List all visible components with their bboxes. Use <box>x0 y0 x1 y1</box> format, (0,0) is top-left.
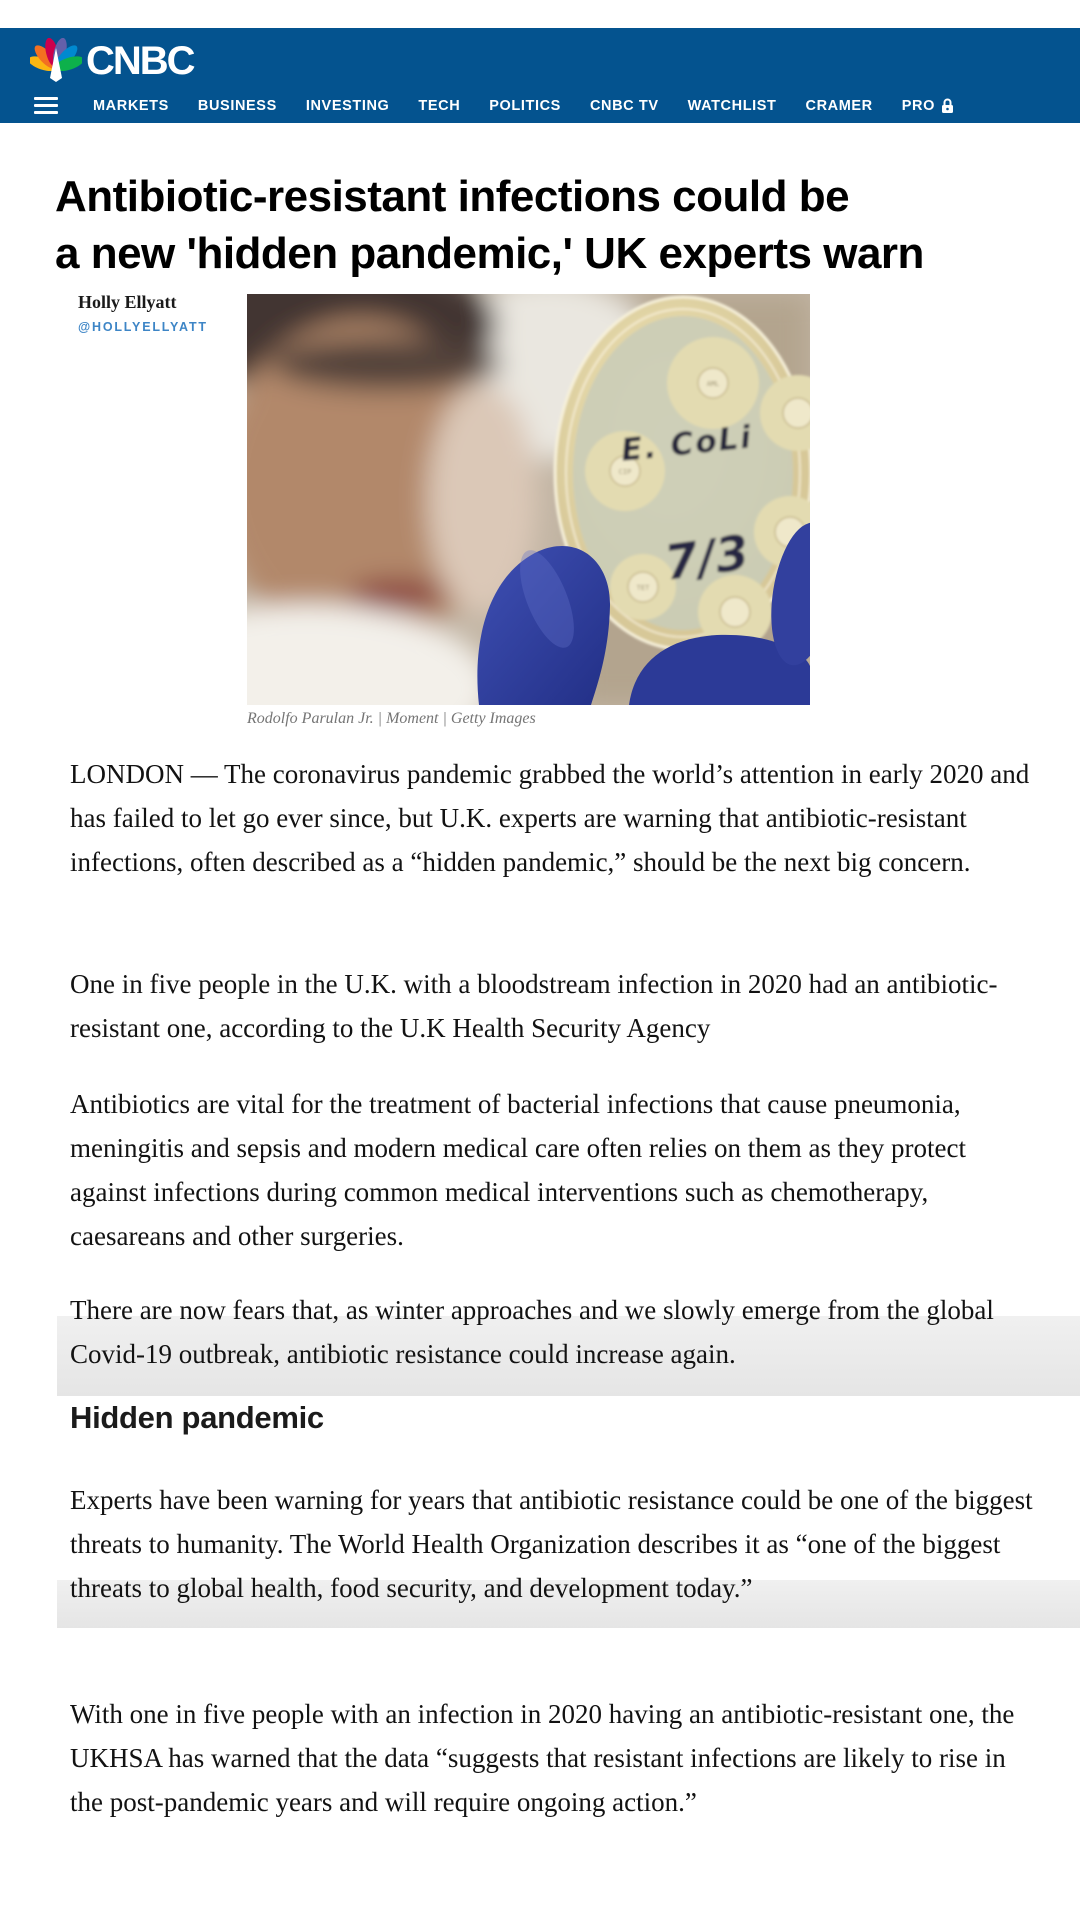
image-credit: Rodolfo Parulan Jr. | Moment | Getty Images <box>247 710 536 727</box>
headline-line-1: Antibiotic-resistant infections could be <box>55 172 850 221</box>
nav-item-pro[interactable] <box>902 98 954 114</box>
svg-text:AML: AML <box>706 380 720 388</box>
nav-item-cnbc-tv[interactable]: CNBC TV <box>589 97 659 114</box>
dish-label-ecoli: E. CoLi <box>619 419 755 469</box>
nav-item-tech[interactable]: TECH <box>418 97 461 114</box>
article-paragraph: One in five people in the U.K. with a bloodstream infection in 2020 had an antibiotic-resistant one, according to the U.K Health Security Agency <box>70 969 998 1043</box>
author-name[interactable]: Holly Ellyatt <box>78 292 177 312</box>
article-paragraph: LONDON — The coronavirus pandemic grabbed the world’s attention in early 2020 and has failed to let go ever since, but U.K. experts are warning that antibiotic-resistant infections, often described as a “hidden pandemic,” should be the next big concern. <box>70 759 1030 877</box>
main-nav <box>34 97 954 114</box>
nav-item-watchlist[interactable]: WATCHLIST <box>687 97 777 114</box>
petri-dish-photo <box>247 294 810 705</box>
lock-icon <box>941 98 954 114</box>
headline-line-2: a new 'hidden pandemic,' UK experts warn <box>55 229 924 278</box>
cnbc-wordmark: CNBC <box>86 39 194 83</box>
nav-item-business[interactable]: BUSINESS <box>197 97 277 114</box>
article-headline <box>55 168 1055 282</box>
hamburger-menu-icon[interactable] <box>34 97 58 114</box>
svg-text:TET: TET <box>636 584 650 592</box>
nav-item-investing[interactable]: INVESTING <box>305 97 390 114</box>
dish-label-date: 7/3 <box>661 524 753 592</box>
article-paragraph: There are now fears that, as winter approaches and we slowly emerge from the global Covid-19 outbreak, antibiotic resistance could increase again. <box>70 1295 994 1369</box>
svg-text:CIP: CIP <box>618 468 632 476</box>
top-white-strip <box>0 0 1080 28</box>
section-subheading: Hidden pandemic <box>70 1400 324 1435</box>
peacock-icon <box>30 38 82 84</box>
nav-item-cramer[interactable]: CRAMER <box>805 97 873 114</box>
site-header <box>0 28 1080 123</box>
blurred-person-glasses <box>272 338 502 390</box>
article-paragraph: Experts have been warning for years that antibiotic resistance could be one of the biggest threats to humanity. The World Health Organization describes it as “one of the biggest threats to global health, food security, and development today.” <box>70 1485 1033 1603</box>
article-paragraph: With one in five people with an infection in 2020 having an antibiotic-resistant one, the UKHSA has warned that the data “suggests that resistant infections are likely to rise in the post-pandemic years and will require ongoing action.” <box>70 1699 1015 1817</box>
hero-image <box>247 294 810 705</box>
cnbc-logo[interactable] <box>30 38 194 84</box>
nav-item-markets[interactable]: MARKETS <box>93 97 169 114</box>
nav-item-politics[interactable]: POLITICS <box>489 97 561 114</box>
author-twitter-handle[interactable]: @HOLLYELLYATT <box>78 320 208 334</box>
article-paragraph: Antibiotics are vital for the treatment of bacterial infections that cause pneumonia, meningitis and sepsis and modern medical care often relies on them as they protect against infections during common medical interventions such as chemotherapy, caesareans and other surgeries. <box>70 1089 966 1251</box>
byline <box>78 292 238 334</box>
nav-item-pro-label: PRO <box>901 97 935 114</box>
